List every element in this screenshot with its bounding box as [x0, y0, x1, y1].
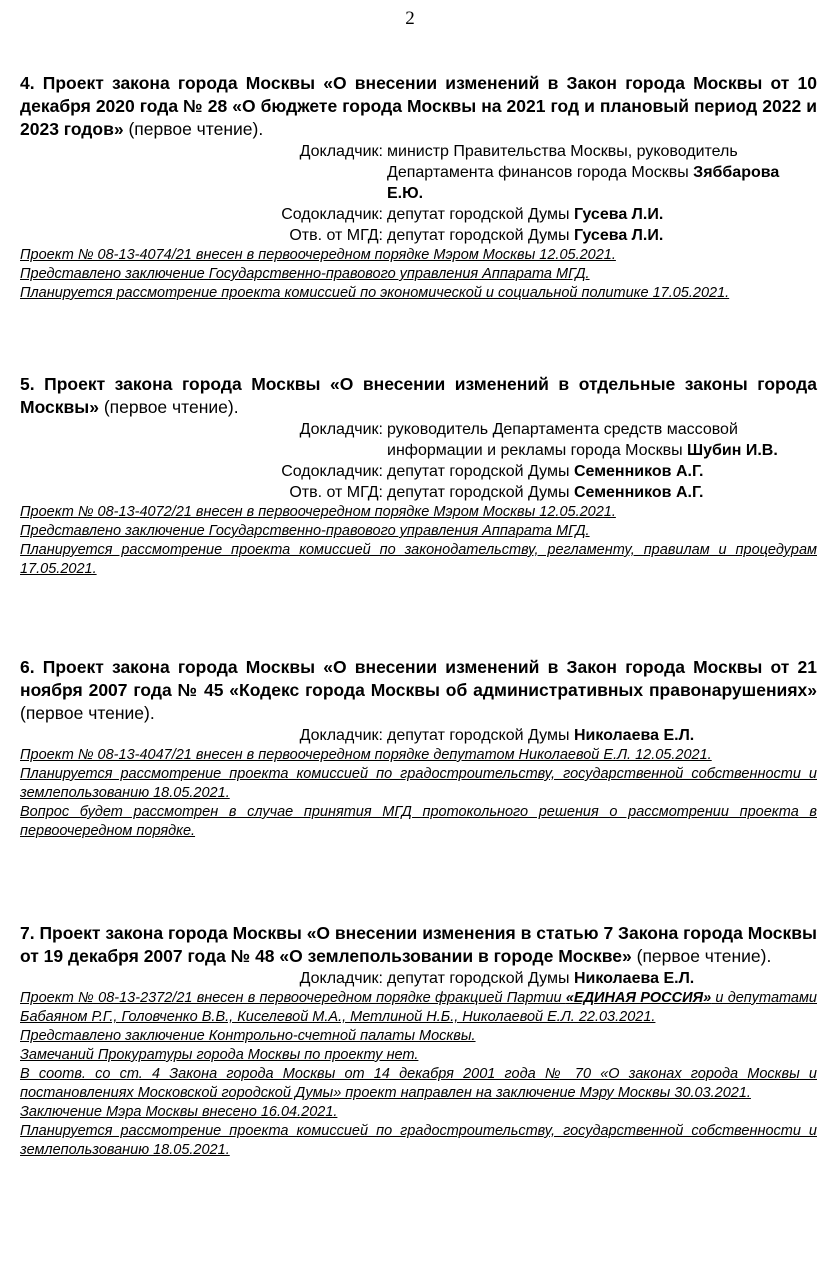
agenda-item-7	[20, 922, 817, 1160]
item-note: Замечаний Прокуратуры города Москвы по проекту нет.	[20, 1047, 419, 1063]
role-row	[20, 204, 817, 225]
item-title: 4. Проект закона города Москвы «О внесении изменений в Закон города Москвы от 10 декабря 2020 года № 28 «О бюджете города Москвы на 2021 год и плановый период 2022 и 2023 годов» (первое чтение).	[20, 73, 817, 139]
role-row	[20, 461, 817, 482]
role-row	[20, 482, 817, 503]
item-title: 5. Проект закона города Москвы «О внесении изменений в отдельные законы города Москвы» (первое чтение).	[20, 374, 817, 417]
role-label: Отв. от МГД:	[289, 484, 383, 501]
role-label: Отв. от МГД:	[289, 227, 383, 244]
item-roles	[20, 725, 817, 746]
role-value: депутат городской Думы Николаева Е.Л.	[387, 970, 695, 987]
item-title: 7. Проект закона города Москвы «О внесении изменения в статью 7 Закона города Москвы от 19 декабря 2007 года № 48 «О землепользовании в городе Москве» (первое чтение).	[20, 923, 817, 966]
role-label: Докладчик:	[299, 970, 383, 987]
role-row	[20, 419, 817, 461]
item-note: Планируется рассмотрение проекта комиссией по градостроительству, государственной собственности и землепользованию 18.05.2021.	[20, 1123, 817, 1158]
item-note: В соотв. со ст. 4 Закона города Москвы от 14 декабря 2001 года № 70 «О законах города Москвы и постановлениях Московской городской Думы» проект направлен на заключение Мэру Москвы 30.03.2021.	[20, 1066, 817, 1101]
role-label: Докладчик:	[299, 727, 383, 744]
role-value: руководитель Департамента средств массовой информации и рекламы города Москвы Шубин И.В.	[387, 421, 778, 459]
page-number: 2	[405, 8, 415, 29]
item-note: Проект № 08-13-4074/21 внесен в первоочередном порядке Мэром Москвы 12.05.2021.	[20, 247, 616, 263]
agenda-item-5	[20, 373, 817, 579]
item-note: Представлено заключение Государственно-правового управления Аппарата МГД.	[20, 523, 590, 539]
item-note: Проект № 08-13-2372/21 внесен в первоочередном порядке фракцией Партии «ЕДИНАЯ РОССИЯ» и депутатами Бабаяном Р.Г., Головченко В.В., Киселевой М.А., Метлиной Н.Б., Николаевой Е.Л. 22.03.2021.	[20, 990, 817, 1025]
role-value: депутат городской Думы Семенников А.Г.	[387, 484, 704, 501]
item-note: Планируется рассмотрение проекта комиссией по экономической и социальной политике 17.05.2021.	[20, 285, 730, 301]
role-label: Докладчик:	[299, 421, 383, 438]
role-row	[20, 968, 817, 989]
role-row	[20, 725, 817, 746]
item-roles	[20, 419, 817, 503]
item-note: Планируется рассмотрение проекта комиссией по законодательству, регламенту, правилам и процедурам 17.05.2021.	[20, 542, 817, 577]
item-note: Проект № 08-13-4047/21 внесен в первоочередном порядке депутатом Николаевой Е.Л. 12.05.2021.	[20, 747, 712, 763]
role-label: Содокладчик:	[281, 463, 383, 480]
role-value: депутат городской Думы Николаева Е.Л.	[387, 727, 695, 744]
role-label: Докладчик:	[299, 143, 383, 160]
item-title: 6. Проект закона города Москвы «О внесении изменений в Закон города Москвы от 21 ноября 2007 года № 45 «Кодекс города Москвы об административных правонарушениях» (первое чтение).	[20, 657, 817, 723]
role-value: депутат городской Думы Гусева Л.И.	[387, 227, 664, 244]
role-row	[20, 225, 817, 246]
item-note: Планируется рассмотрение проекта комиссией по градостроительству, государственной собственности и землепользованию 18.05.2021.	[20, 766, 817, 801]
role-value: министр Правительства Москвы, руководитель Департамента финансов города Москвы Зяббарова Е.Ю.	[387, 143, 780, 202]
item-note: Вопрос будет рассмотрен в случае принятия МГД протокольного решения о рассмотрении проекта в первоочередном порядке.	[20, 804, 817, 839]
item-note: Представлено заключение Государственно-правового управления Аппарата МГД.	[20, 266, 590, 282]
role-row	[20, 141, 817, 204]
agenda-item-6	[20, 656, 817, 841]
role-label: Содокладчик:	[281, 206, 383, 223]
item-note: Проект № 08-13-4072/21 внесен в первоочередном порядке Мэром Москвы 12.05.2021.	[20, 504, 616, 520]
role-value: депутат городской Думы Гусева Л.И.	[387, 206, 664, 223]
item-roles	[20, 141, 817, 246]
agenda-item-4	[20, 72, 817, 303]
item-note: Представлено заключение Контрольно-счетной палаты Москвы.	[20, 1028, 476, 1044]
role-value: депутат городской Думы Семенников А.Г.	[387, 463, 704, 480]
item-roles	[20, 968, 817, 989]
item-note: Заключение Мэра Москвы внесено 16.04.2021.	[20, 1104, 338, 1120]
